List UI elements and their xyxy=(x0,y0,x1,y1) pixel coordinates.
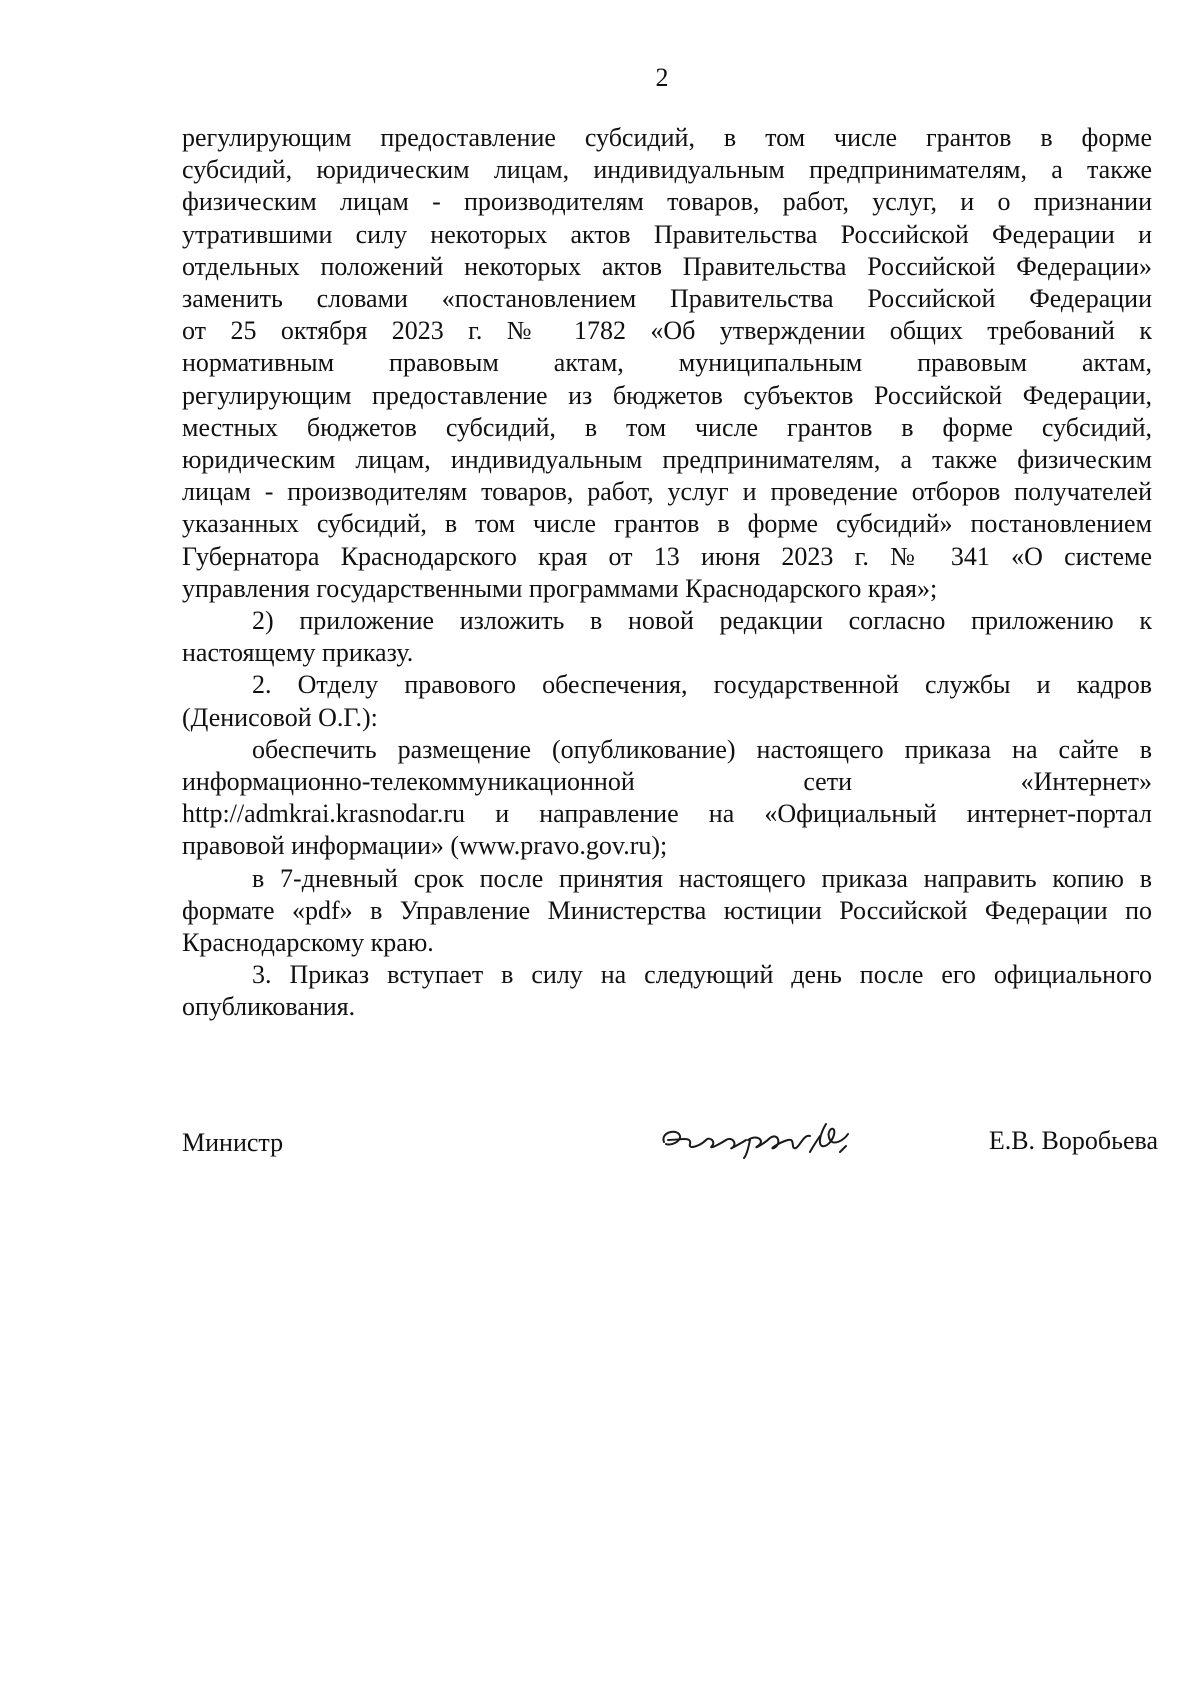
body-line: регулирующим предоставление субсидий, в том числе грантов в форме xyxy=(182,123,1152,152)
body-line: http://admkrai.krasnodar.ru и направление на «Официальный интернет-портал xyxy=(182,799,1152,829)
body-line: местных бюджетов субсидий, в том числе грантов в форме субсидий, xyxy=(182,412,1152,442)
body-line: заменить словами «постановлением Правительства Российской Федерации xyxy=(182,284,1152,314)
body-line: опубликования. xyxy=(182,992,356,1022)
body-line: настоящему приказу. xyxy=(182,638,414,668)
body-line: обеспечить размещение (опубликование) настоящего приказа на сайте в xyxy=(252,734,1152,764)
body-line: указанных субсидий, в том числе грантов в форме субсидий» постановлением xyxy=(182,509,1152,539)
body-line: информационно-телекоммуникационной сети «Интернет» xyxy=(182,767,1152,797)
signer-position: Министр xyxy=(182,1128,284,1157)
handwritten-signature xyxy=(650,1110,890,1160)
body-line: (Денисовой О.Г.): xyxy=(182,702,378,732)
body-line: 2. Отделу правового обеспечения, государственной службы и кадров xyxy=(252,670,1152,700)
document-body xyxy=(182,122,1152,1024)
body-line: отдельных положений некоторых актов Правительства Российской Федерации» xyxy=(182,251,1152,281)
body-line: в 7-дневный срок после принятия настоящего приказа направить копию в xyxy=(252,863,1152,893)
body-line: утратившими силу некоторых актов Правительства Российской Федерации и xyxy=(182,219,1152,249)
body-line: 2) приложение изложить в новой редакции согласно приложению к xyxy=(252,606,1152,636)
signer-name: Е.В. Воробьева xyxy=(988,1126,1158,1155)
body-line: формате «pdf» в Управление Министерства юстиции Российской Федерации по xyxy=(182,895,1152,925)
body-line: физическим лицам - производителям товаров, работ, услуг, и о признании xyxy=(182,187,1152,217)
body-line: управления государственными программами Краснодарского края»; xyxy=(182,573,938,603)
body-line: юридическим лицам, индивидуальным предпринимателям, а также физическим xyxy=(182,445,1152,475)
body-line: субсидий, юридическим лицам, индивидуальным предпринимателям, а также xyxy=(182,155,1152,185)
body-line: от 25 октября 2023 г. № 1782 «Об утверждении общих требований к xyxy=(182,316,1152,346)
body-line: правовой информации» (www.pravo.gov.ru); xyxy=(182,831,668,861)
page-number: 2 xyxy=(655,63,669,92)
body-line: лицам - производителям товаров, работ, услуг и проведение отборов получателей xyxy=(182,477,1152,507)
body-line: Краснодарскому краю. xyxy=(182,928,434,958)
body-line: регулирующим предоставление из бюджетов субъектов Российской Федерации, xyxy=(182,380,1152,410)
body-line: Губернатора Краснодарского края от 13 июня 2023 г. № 341 «О системе xyxy=(182,541,1152,571)
body-line: 3. Приказ вступает в силу на следующий день после его официального xyxy=(252,960,1152,990)
signature-block xyxy=(182,1120,1158,1180)
body-line: нормативным правовым актам, муниципальным правовым актам, xyxy=(182,348,1152,378)
